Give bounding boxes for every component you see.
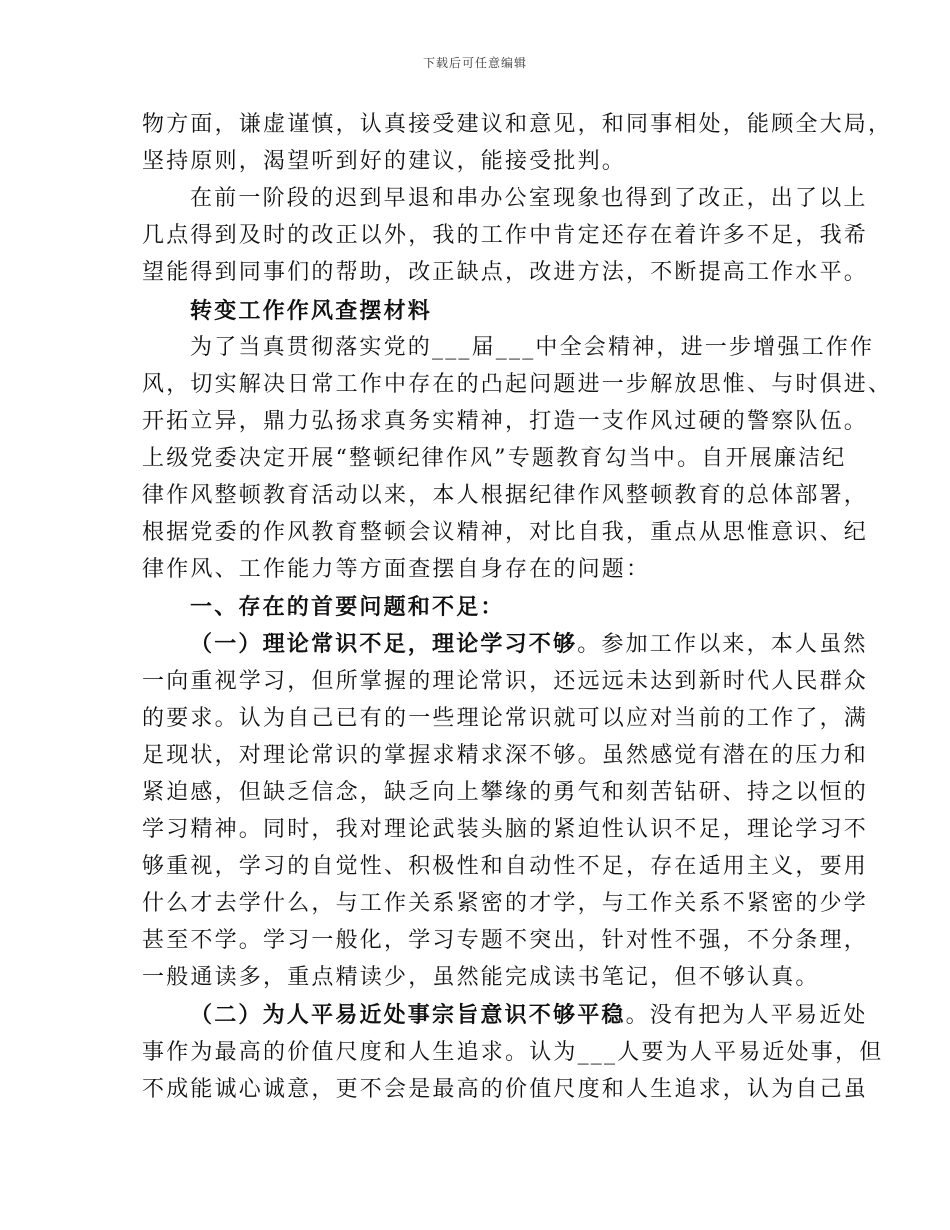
line-text: 足现状，对理论常识的掌握求精求深不够。虽然感觉有潜在的压力和 bbox=[142, 742, 869, 768]
line-text: 什么才去学什么，与工作关系紧密的才学，与工作关系不紧密的少学 bbox=[142, 891, 869, 917]
bold-text: 一、存在的首要问题和不足： bbox=[190, 594, 505, 621]
line-text: 紧迫感，但缺乏信念，缺乏向上攀缘的勇气和刻苦钻研、持之以恒的 bbox=[142, 779, 869, 805]
line-text: 开拓立异，鼎力弘扬求真务实精神，打造一支作风过硬的警察队伍。 bbox=[142, 408, 869, 434]
text-line bbox=[190, 335, 874, 361]
text-line bbox=[142, 372, 892, 398]
bold-text: 转变工作作风查摆材料 bbox=[190, 297, 433, 324]
text-line bbox=[142, 669, 868, 695]
text-line bbox=[190, 594, 505, 621]
line-text: 学习精神。同时，我对理论武装头脑的紧迫性认识不足，理论学习不 bbox=[142, 816, 869, 842]
text-line bbox=[142, 409, 868, 435]
bold-text: （一）理论常识不足，理论学习不够 bbox=[190, 631, 578, 658]
line-text: 上级党委决定开展“整顿纪律作风”专题教育勾当中。自开展廉洁纪 bbox=[142, 445, 847, 471]
text-line bbox=[190, 186, 868, 212]
line-text: 坚持原则，渴望听到好的建议，能接受批判。 bbox=[142, 149, 627, 175]
text-line bbox=[142, 1040, 883, 1066]
text-line bbox=[190, 298, 432, 325]
line-text: 事作为最高的价值尺度和人生追求。认为___人要为人平易近处事，但 bbox=[142, 1039, 884, 1065]
text-line bbox=[190, 1002, 868, 1029]
text-line bbox=[142, 743, 868, 769]
line-text: 律作风整顿教育活动以来，本人根据纪律作风整顿教育的总体部署， bbox=[142, 483, 869, 508]
text-line bbox=[142, 557, 650, 583]
text-line bbox=[142, 260, 868, 286]
line-text: 根据党委的作风教育整顿会议精神，对比自我，重点从思惟意识、纪 bbox=[142, 520, 869, 546]
line-text: 甚至不学。学习一般化，学习专题不突出，针对性不强，不分条理， bbox=[142, 928, 869, 954]
line-text: 。参加工作以来，本人虽然 bbox=[577, 632, 868, 658]
line-text: 风，切实解决日常工作中存在的凸起问题进一步解放思惟、与时俱进、 bbox=[142, 371, 893, 397]
text-line bbox=[142, 483, 868, 509]
text-line bbox=[142, 854, 868, 880]
line-text: 的要求。认为自己已有的一些理论常识就可以应对当前的工作了，满 bbox=[142, 705, 869, 731]
line-text: 几点得到及时的改正以外，我的工作中肯定还存在着许多不足，我希 bbox=[142, 223, 869, 249]
text-line bbox=[142, 891, 868, 917]
text-line bbox=[190, 631, 868, 658]
text-line bbox=[142, 1077, 868, 1103]
text-line bbox=[142, 223, 868, 249]
line-text: 在前一阶段的迟到早退和串办公室现象也得到了改正，出了以上 bbox=[190, 186, 868, 212]
text-line bbox=[142, 706, 868, 732]
line-text: 。没有把为人平易近处 bbox=[625, 1003, 868, 1029]
line-text: 一般通读多，重点精读少，虽然能完成读书笔记，但不够认真。 bbox=[142, 965, 820, 991]
text-line bbox=[142, 780, 868, 806]
text-line bbox=[142, 928, 868, 954]
page-header: 下载后可任意编辑 bbox=[422, 56, 527, 70]
line-text: 律作风、工作能力等方面查摆自身存在的问题： bbox=[142, 557, 651, 583]
text-line bbox=[142, 817, 868, 843]
line-text: 一向重视学习，但所掌握的理论常识，还远远未达到新时代人民群众 bbox=[142, 668, 869, 694]
text-line bbox=[142, 520, 868, 546]
line-text: 物方面，谦虚谨慎，认真接受建议和意见，和同事相处，能顾全大局， bbox=[142, 112, 893, 137]
text-line bbox=[142, 965, 820, 991]
line-text: 为了当真贯彻落实党的___届___中全会精神，进一步增强工作作 bbox=[190, 334, 875, 360]
line-text: 望能得到同事们的帮助，改正缺点，改进方法，不断提高工作水平。 bbox=[142, 260, 869, 286]
line-text: 够重视，学习的自觉性、积极性和自动性不足，存在适用主义，要用 bbox=[142, 854, 869, 879]
text-line bbox=[142, 112, 892, 138]
text-line bbox=[142, 149, 626, 175]
line-text: 不成能诚心诚意，更不会是最高的价值尺度和人生追求，认为自己虽 bbox=[142, 1076, 869, 1102]
bold-text: （二）为人平易近处事宗旨意识不够平稳 bbox=[190, 1002, 626, 1029]
text-line bbox=[142, 446, 847, 472]
